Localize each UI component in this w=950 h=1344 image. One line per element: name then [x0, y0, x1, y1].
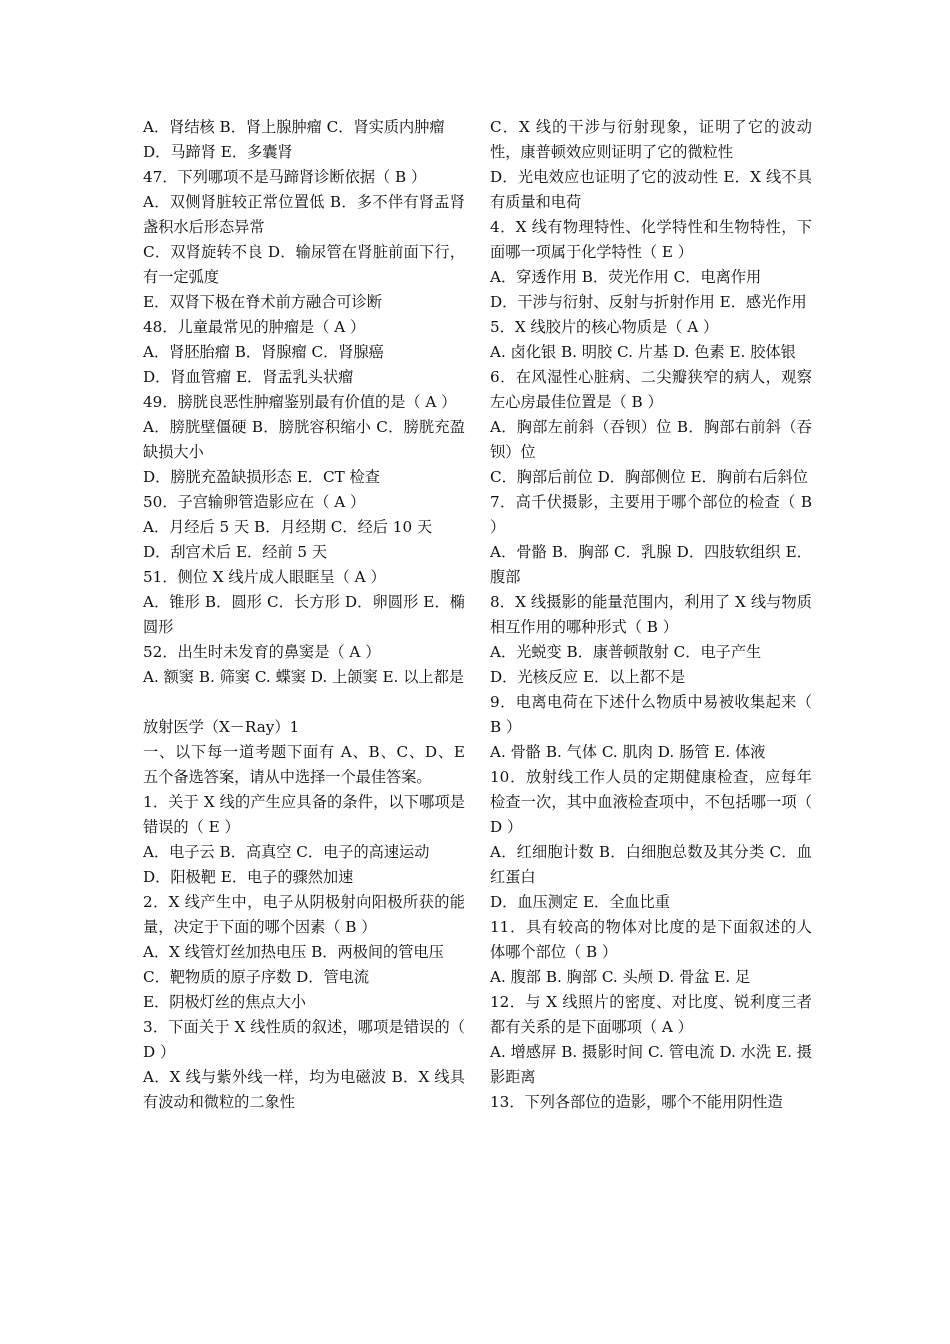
left-column-paragraph: E．双肾下极在脊术前方融合可诊断: [143, 293, 382, 311]
right-column-paragraph: 8．X 线摄影的能量范围内，利用了 X 线与物质相互作用的哪种形式（ B ）: [490, 593, 812, 636]
right-column-paragraph: C．X 线的干涉与衍射现象，证明了它的波动性，康普顿效应则证明了它的微粒性: [490, 118, 812, 161]
left-column-paragraph: 49．膀胱良恶性肿瘤鉴别最有价值的是（ A ）: [143, 393, 457, 411]
right-column-paragraph: 9．电离电荷在下述什么物质中易被收集起来（ B ）: [490, 693, 812, 736]
left-column-paragraph: A．月经后 5 天 B．月经期 C．经后 10 天: [143, 518, 433, 536]
left-column-paragraph: A．肾结核 B．肾上腺肿瘤 C．肾实质内肿瘤: [143, 118, 445, 136]
left-column-paragraph: D．刮宫术后 E．经前 5 天: [143, 543, 328, 561]
right-column-paragraph: 13．下列各部位的造影，哪个不能用阴性造: [490, 1093, 783, 1111]
left-column-paragraph: 47．下列哪项不是马蹄肾诊断依据（ B ）: [143, 168, 427, 186]
right-column-paragraph: A．光蜕变 B．康普顿散射 C．电子产生: [490, 643, 762, 661]
right-column-paragraph: 6．在风湿性心脏病、二尖瓣狭窄的病人，观察左心房最佳位置是（ B ）: [490, 368, 812, 411]
right-column-paragraph: A. 卤化银 B. 明胶 C. 片基 D. 色素 E. 胶体银: [490, 343, 796, 361]
left-column-paragraph: D．肾血管瘤 E．肾盂乳头状瘤: [143, 368, 354, 386]
right-column-paragraph: 12．与 X 线照片的密度、对比度、锐利度三者都有关系的是下面哪项（ A ）: [490, 993, 812, 1036]
left-column-paragraph: A．膀胱壁僵硬 B．膀胱容积缩小 C．膀胱充盈缺损大小: [143, 418, 465, 461]
left-column-paragraph: 一、以下每一道考题下面有 A、B、C、D、E 五个备选答案，请从中选择一个最佳答案。: [143, 743, 465, 786]
right-column-paragraph: D．光电效应也证明了它的波动性 E．X 线不具有质量和电荷: [490, 168, 812, 211]
left-column-paragraph: A．肾胚胎瘤 B．肾腺瘤 C．肾腺癌: [143, 343, 384, 361]
left-column-paragraph: A．电子云 B．高真空 C．电子的高速运动: [143, 843, 430, 861]
right-column-paragraph: 5．X 线胶片的核心物质是（ A ）: [490, 318, 719, 336]
right-column-paragraph: A．胸部左前斜（吞钡）位 B．胸部右前斜（吞钡）位: [490, 418, 812, 461]
left-column-paragraph: E．阴极灯丝的焦点大小: [143, 993, 306, 1011]
left-column-blank-line: [143, 690, 465, 715]
left-column-paragraph: 2．X 线产生中，电子从阴极射向阳极所获的能量，决定于下面的哪个因素（ B ）: [143, 893, 465, 936]
left-column-paragraph: D．阳极靶 E．电子的骤然加速: [143, 868, 354, 886]
left-column-paragraph: 51．侧位 X 线片成人眼眶呈（ A ）: [143, 568, 386, 586]
left-column-paragraph: D．马蹄肾 E．多囊肾: [143, 143, 293, 161]
left-column-paragraph: A. 额窦 B. 筛窦 C. 蝶窦 D. 上颌窦 E. 以上都是: [143, 668, 464, 686]
left-column-paragraph: A．双侧肾脏较正常位置低 B．多不伴有肾盂肾盏积水后形态异常: [143, 193, 465, 236]
left-column-paragraph: A．锥形 B．圆形 C．长方形 D．卵圆形 E．椭圆形: [143, 593, 465, 636]
right-column-paragraph: 4．X 线有物理特性、化学特性和生物特性，下面哪一项属于化学特性（ E ）: [490, 218, 812, 261]
right-column-paragraph: A．穿透作用 B．荧光作用 C．电离作用: [490, 268, 762, 286]
right-column-paragraph: D．光核反应 E．以上都不是: [490, 668, 686, 686]
right-column-paragraph: A．红细胞计数 B．白细胞总数及其分类 C．血红蛋白: [490, 843, 812, 886]
left-column-paragraph: 48．儿童最常见的肿瘤是（ A ）: [143, 318, 366, 336]
right-column-paragraph: C．胸部后前位 D．胸部侧位 E．胸前右后斜位: [490, 468, 808, 486]
right-column-paragraph: D．干涉与衍射、反射与折射作用 E．感光作用: [490, 293, 807, 311]
left-column-paragraph: D．膀胱充盈缺损形态 E．CT 检查: [143, 468, 380, 486]
right-column-paragraph: A. 增感屏 B. 摄影时间 C. 管电流 D. 水洗 E. 摄影距离: [490, 1043, 812, 1086]
right-column-paragraph: 11．具有较高的物体对比度的是下面叙述的人体哪个部位（ B ）: [490, 918, 812, 961]
left-text-column: [143, 115, 465, 1115]
left-column-paragraph: C．靶物质的原子序数 D．管电流: [143, 968, 370, 986]
right-column-paragraph: A. 骨骼 B. 气体 C. 肌肉 D. 肠管 E. 体液: [490, 743, 766, 761]
left-column-paragraph: A．X 线管灯丝加热电压 B．两极间的管电压: [143, 943, 444, 961]
left-column-paragraph: 50．子宫输卵管造影应在（ A ）: [143, 493, 366, 511]
right-column-paragraph: D．血压测定 E．全血比重: [490, 893, 670, 911]
right-column-paragraph: A．骨骼 B．胸部 C．乳腺 D．四肢软组织 E．腹部: [490, 543, 812, 586]
left-column-paragraph: 1．关于 X 线的产生应具备的条件，以下哪项是错误的（ E ）: [143, 793, 465, 836]
right-column-paragraph: 7．高千伏摄影，主要用于哪个部位的检查（ B ）: [490, 493, 812, 536]
left-column-paragraph: A．X 线与紫外线一样，均为电磁波 B．X 线具有波动和微粒的二象性: [143, 1068, 465, 1111]
left-column-paragraph: C．双肾旋转不良 D．输尿管在肾脏前面下行，有一定弧度: [143, 243, 465, 286]
left-column-paragraph: 放射医学（X－Ray）1: [143, 718, 300, 736]
left-column-paragraph: 3．下面关于 X 线性质的叙述，哪项是错误的（ D ）: [143, 1018, 465, 1061]
right-column-paragraph: A. 腹部 B. 胸部 C. 头颅 D. 骨盆 E. 足: [490, 968, 751, 986]
left-column-paragraph: 52．出生时未发育的鼻窦是（ A ）: [143, 643, 381, 661]
right-text-column: [490, 115, 812, 1115]
right-column-paragraph: 10．放射线工作人员的定期健康检查，应每年检查一次，其中血液检查项中，不包括哪一项（ D ）: [490, 768, 812, 836]
